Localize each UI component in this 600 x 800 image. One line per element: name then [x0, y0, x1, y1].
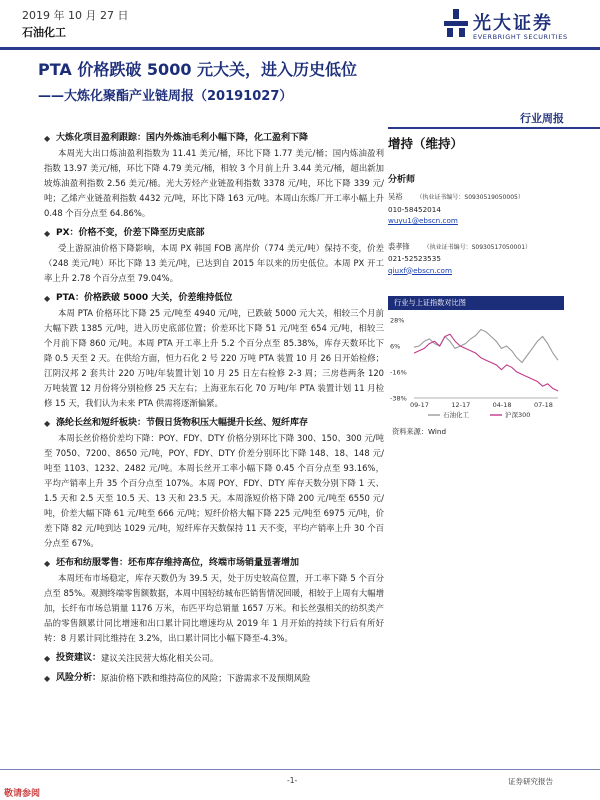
- section-head: PX：价格不变，价差下降至历史底部: [56, 228, 205, 238]
- analyst-phone: 021-52523535: [388, 254, 441, 263]
- analyst-license: （执业证书编号：S0930519050005）: [416, 194, 524, 201]
- chart-source: 资料来源：Wind: [392, 427, 447, 436]
- section-head: 涤纶长丝和短纤板块：节假日货物积压大幅提升长丝、短纤库存: [56, 418, 309, 428]
- comparison-chart: [388, 296, 564, 424]
- analyst-card: [388, 191, 558, 227]
- section-body: 本周长丝价格价差均下降：POY、FDY、DTY 价格分别环比下降 300、150、300 元/吨至 7050、7200、8650 元/吨，POY、FDY、DTY 价差分别环比下降 148、18、148 元/吨至 1103、1232、2482 元/吨。本周长丝开工率小幅下降 0.45 个百分点至 93.16%，平均产销率上升 35 个百分点至 107%。本周 POY、FDY、DTY 库存天数分别下降 1 天、1.5 天和 2.5 天至 10.5 天、13 天和 23.5 天。本周涤短价格下降 200 元/吨至 6550 元/吨，价差大幅下降 61 元/吨至 666 元/吨；短纤价格大幅下降 225 元/吨至 6975 元/吨，价差下降 82 元/吨到达 1029 元/吨，短纤库存天数保持 11 天不变，平均产销率上升 30 个百分点至 67%。: [44, 433, 384, 548]
- y-tick-label: 28%: [390, 316, 405, 325]
- analysts-heading: 分析师: [388, 175, 416, 185]
- section-head: 投资建议：: [56, 653, 102, 663]
- section-head: 风险分析：: [56, 673, 102, 683]
- section-investment: [44, 651, 384, 666]
- bullet-icon: ◆: [44, 419, 51, 428]
- section-polyester: [44, 416, 384, 551]
- section-body: 本周光大出口炼油盈利指数为 11.41 美元/桶，环比下降 1.77 美元/桶；国内炼油盈利指数 13.97 美元/桶，环比下降 4.79 美元/桶，相较 3 个月前上升 3.44 美元/桶，超出新加坡炼油盈利指数 2.56 美元/桶。光大芳烃产业链盈利指数 3378 元/吨，环比下降 339 元/吨；乙烯产业链盈利指数 4432 元/吨，环比下降 163 元/吨。本周山东炼厂开工率小幅上升 0.48 个百分点至 64.86%。: [44, 148, 384, 218]
- analyst-email-link[interactable]: wuyu1@ebscn.com: [388, 216, 458, 225]
- legend-label: 石油化工: [443, 411, 469, 419]
- x-tick-label: 07-18: [534, 401, 553, 409]
- x-tick-label: 04-18: [492, 401, 512, 409]
- section-head: 坯布和纺服零售：坯布库存维持高位，终端市场销量显著增加: [56, 558, 300, 568]
- series-line-petrochem: [414, 330, 558, 363]
- logo-text-en: EVERBRIGHT SECURITIES: [473, 33, 568, 41]
- analyst-email-link[interactable]: qiuxf@ebscn.com: [388, 265, 452, 275]
- section-head-tail: 建议关注民营大炼化相关公司。: [101, 653, 219, 663]
- y-tick-label: -16%: [390, 368, 407, 377]
- logo-text-cn: 光大证券: [473, 13, 553, 34]
- chart-plot: [388, 310, 564, 424]
- report-type: 行业周报: [520, 112, 564, 125]
- section-body: 受上游原油价格下降影响，本周 PX 韩国 FOB 离岸价（774 美元/吨）保持不变，价差（248 美元/吨）环比下降 13 美元/吨，已达到自 2015 年以来的历史低位。本周 PX 开工率上升 2.78 个百分点至 79.04%。: [44, 243, 384, 283]
- report-subtitle: ——大炼化聚酯产业链周报（20191027）: [38, 89, 293, 104]
- analyst-card: [388, 241, 558, 277]
- header-rule: [0, 47, 600, 50]
- page-number: -1-: [287, 776, 298, 785]
- analyst-name: 裘孝锋: [388, 241, 410, 251]
- everbright-logo-icon: [443, 8, 469, 38]
- chart-title: 行业与上证指数对比图: [388, 296, 564, 310]
- x-tick-label: 09-17: [410, 401, 429, 409]
- section-head: PTA：价格跌破 5000 大关，价差维持低位: [56, 293, 233, 303]
- y-tick-label: -38%: [390, 394, 407, 403]
- section-refining-profit: [44, 131, 384, 221]
- report-body: [44, 131, 384, 691]
- report-date: 2019 年 10 月 27 日: [22, 9, 129, 22]
- x-tick-label: 12-17: [451, 401, 471, 409]
- watermark: 敬请参阅: [4, 789, 41, 799]
- type-rule: [388, 127, 600, 129]
- bullet-icon: ◆: [44, 229, 51, 238]
- y-tick-label: 6%: [390, 342, 401, 351]
- section-px: [44, 226, 384, 286]
- report-title: PTA 价格跌破 5000 元大关，进入历史低位: [38, 60, 358, 79]
- section-risk: [44, 671, 384, 686]
- everbright-logo: [443, 6, 593, 46]
- analyst-license: （执业证书编号：S0930517050001）: [423, 243, 532, 251]
- section-pta: [44, 291, 384, 411]
- bullet-icon: ◆: [44, 559, 51, 568]
- analyst-name: 吴裕: [388, 192, 403, 201]
- bullet-icon: ◆: [44, 294, 51, 303]
- section-head-tail: 原油价格下跌和维持高位的风险；下游需求不及预期风险: [101, 673, 311, 683]
- legend-label: 沪深300: [505, 411, 531, 419]
- bullet-icon: ◆: [44, 674, 51, 683]
- sidebar: [388, 134, 558, 290]
- footer-rule: [0, 769, 600, 770]
- sector-label: 石油化工: [22, 26, 66, 39]
- section-body: 本周 PTA 价格环比下降 25 元/吨至 4940 元/吨，已跌破 5000 元大关，相较三个月前大幅下跌 1385 元/吨，进入历史底部位置；价差环比下降 51 元/吨至 654 元/吨，相较三个月前下降 860 元/吨。本周 PTA 开工率上升 5.2 个百分点至 85.38%，库存天数环比下降 0.5 天至 2 天。在供给方面，恒力石化 2 号 220 万吨 PTA 装置 10 月 26 日开始检修；江阴汉邦 2 套共计 220 万吨/年装置计划 10 月 25 日左右检修 2-3 周；三房巷两条 120 万吨装置 12 月份将分别检修 25 天左右；上海亚东石化 70 万吨/年 PTA 装置计划 11 月检修 15 天，我们认为未来 PTA 供需将逐渐偏紧。: [44, 308, 384, 408]
- bullet-icon: ◆: [44, 654, 51, 663]
- section-fabric: [44, 556, 384, 646]
- analyst-phone: 010-58452014: [388, 204, 441, 214]
- rating: 增持（维持）: [388, 136, 464, 151]
- section-head: 大炼化项目盈利跟踪：国内外炼油毛利小幅下降，化工盈利下降: [56, 133, 309, 143]
- bullet-icon: ◆: [44, 134, 51, 143]
- footer-label: 证券研究报告: [508, 777, 553, 786]
- section-body: 本周坯布市场稳定，库存天数仍为 39.5 天，处于历史较高位置，开工率下降 5 个百分点至 85%。观测终端零售额数据，本周中国轻纺城布匹销售情况回暖，相较于上周有大幅增加，长纤布市场总销量 1176 万米，布匹平均总销量 1657 万米。和长丝强相关的纺织类产品的零售额累计同比增速和出口累计同比增速均从 2019 年 1 月开始的持续下行后有所好转：8 月累计同比维持在 3.2%，出口累计同比小幅下降至-4.3%。: [44, 573, 384, 643]
